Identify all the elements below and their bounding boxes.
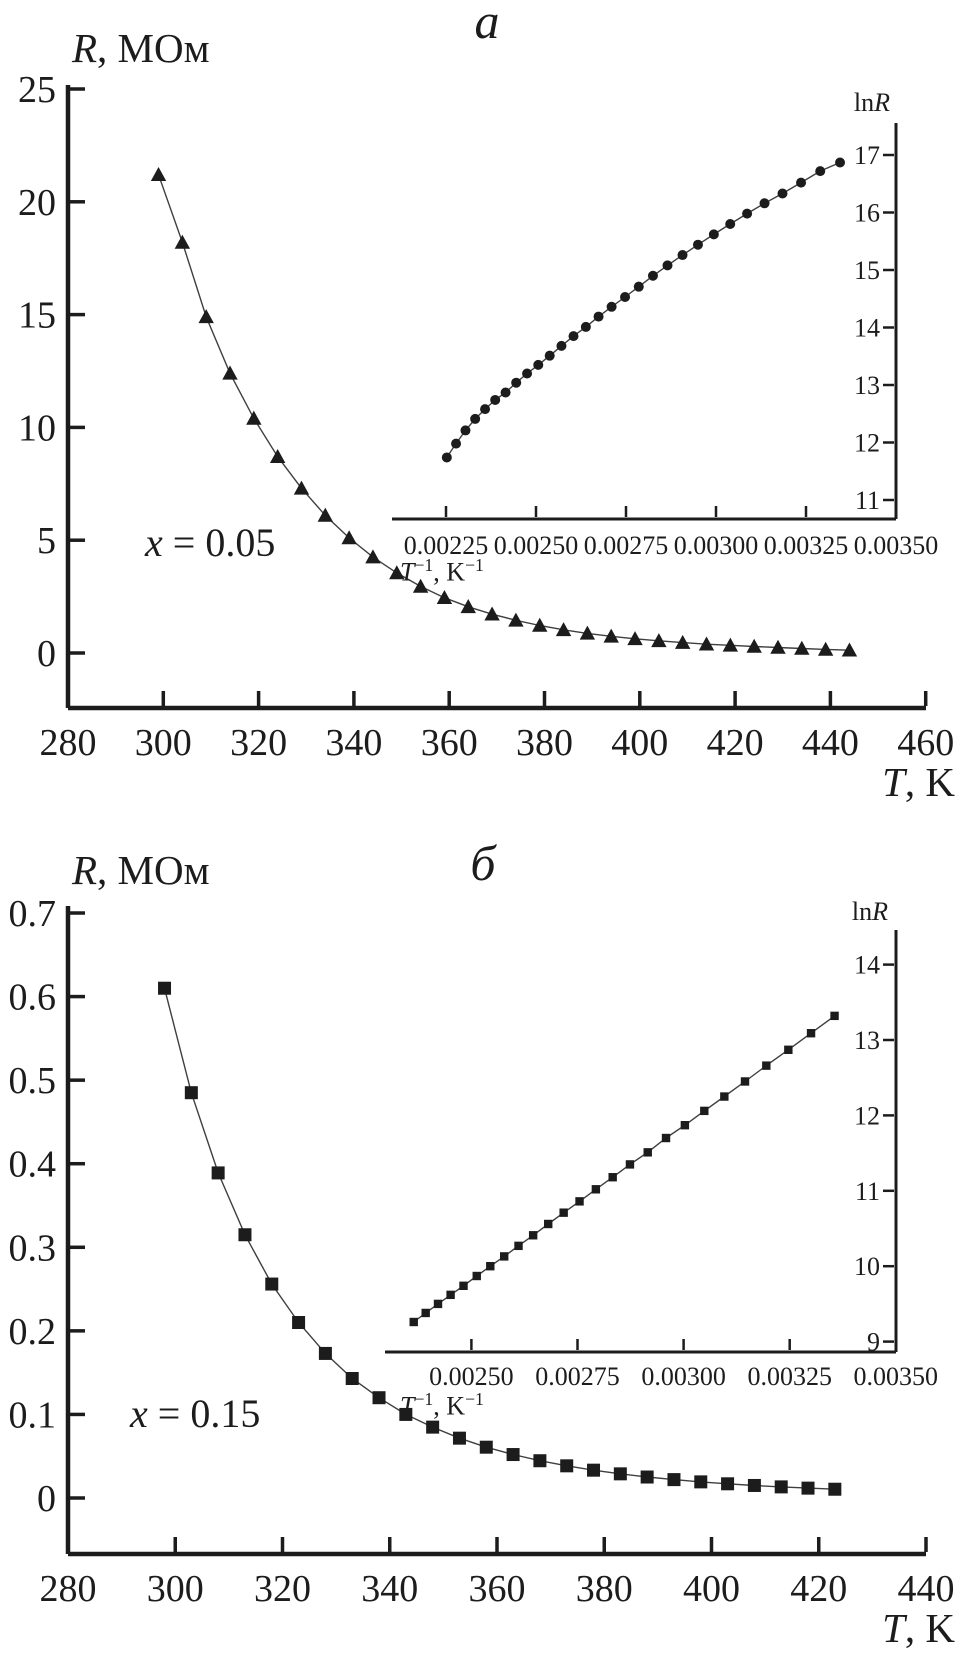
x-axis-variable: T [882,1605,905,1651]
x-tick-label: 440 [897,1568,955,1610]
y-tick-label: 10 [854,1252,880,1282]
annotation-value: = 0.15 [147,1391,261,1436]
data-point-square [507,1448,520,1461]
data-point-triangle [461,599,476,613]
x-tick-label: 400 [611,722,669,764]
y-tick-label: 10 [18,407,56,450]
data-point-square [775,1480,788,1493]
data-point-circle [581,322,591,332]
data-point-square [641,1471,654,1484]
y-tick-label: 16 [854,198,880,228]
data-point-square [319,1347,332,1360]
data-series-line [447,163,840,458]
annotation-variable: x [145,520,163,565]
x-tick-label: 320 [230,722,288,764]
data-point-square [662,1134,670,1142]
data-series-markers [158,982,841,1496]
data-point-square [608,1173,616,1181]
data-point-square [559,1208,567,1216]
y-tick-label: 13 [854,1026,880,1055]
axis-lines [392,123,896,519]
y-axis-variable: R [72,25,98,71]
data-point-triangle [294,481,309,495]
data-point-square [614,1467,627,1480]
data-series-line [159,175,850,651]
x-tick-label: 0.00275 [583,531,669,560]
data-point-square [473,1272,481,1280]
data-point-square [828,1483,841,1496]
data-point-square [721,1477,734,1490]
data-point-square [459,1282,467,1290]
y-tick-label: 17 [854,141,880,170]
data-point-square [681,1121,689,1129]
x-tick-label: 0.00325 [747,1362,832,1391]
inset-y-variable: R [872,897,888,926]
x-tick-label: 0.00300 [673,531,759,560]
data-point-square [514,1242,522,1250]
data-point-square [762,1061,770,1069]
x-tick-label: 0.00350 [853,1362,939,1391]
panel-a-x-axis-title [860,760,955,805]
data-point-square [784,1046,792,1054]
data-point-square [544,1220,552,1228]
data-point-square [533,1454,546,1467]
data-point-triangle [437,590,452,604]
panel-b-x-axis-title [860,1606,955,1651]
x-tick-label: 420 [790,1568,848,1610]
panel-a-inset-plot [392,123,938,560]
annotation-variable: x [130,1391,148,1436]
y-tick-label: 15 [18,294,56,337]
data-point-circle [501,387,511,397]
y-tick-label: 15 [854,256,880,285]
x-tick-label: 0.00325 [763,531,849,560]
x-tick-label: 280 [39,1568,97,1610]
x-tick-label: 0.00225 [403,531,489,560]
y-tick-label: 0 [37,1478,56,1520]
data-point-square [158,982,171,995]
data-point-square [667,1473,680,1486]
data-point-square [410,1318,418,1326]
data-point-square [807,1029,815,1037]
data-point-circle [556,341,566,351]
data-point-square [592,1185,600,1193]
data-point-circle [777,189,787,199]
panel-a-letter: a [474,0,500,49]
x-tick-label: 0.00275 [535,1362,620,1391]
data-point-square [453,1432,466,1445]
data-point-circle [678,250,688,260]
data-point-square [644,1148,652,1156]
panel-a-inset-y-title [820,89,890,118]
panel-a [18,69,954,764]
x-tick-label: 320 [254,1568,311,1610]
inset-x-variable: T [400,557,415,587]
panel-b [9,893,955,1610]
inset-x-exponent: −1 [414,555,434,575]
y-tick-label: 12 [854,1101,880,1131]
inset-x-exponent: −1 [414,1389,434,1409]
data-point-square [212,1166,225,1179]
data-point-circle [709,229,719,239]
data-point-circle [594,312,604,322]
data-point-square [292,1316,305,1329]
data-point-circle [620,292,630,302]
data-point-circle [470,414,480,424]
panel-b-inset-x-title [400,1390,484,1421]
x-tick-label: 0.00350 [853,531,939,560]
x-tick-label: 0.00250 [429,1362,514,1391]
x-tick-label: 440 [801,722,859,764]
y-tick-label: 14 [854,313,880,343]
data-point-triangle [222,366,237,380]
y-tick-label: 25 [18,69,56,111]
data-point-circle [796,178,806,188]
data-point-square [238,1228,251,1241]
data-series-markers [442,157,845,462]
data-point-circle [490,395,500,405]
y-tick-label: 11 [854,486,880,515]
x-axis-variable: T [882,759,905,805]
data-point-circle [693,240,703,250]
data-point-circle [533,360,543,370]
y-tick-label: 14 [854,950,880,980]
data-point-square [265,1278,278,1291]
inset-x-variable: T [400,1391,415,1421]
y-tick-label: 0.2 [8,1310,56,1353]
x-tick-label: 380 [516,722,573,764]
inset-x-units-exponent: −1 [465,555,484,575]
y-tick-label: 20 [18,181,56,224]
y-tick-label: 0.6 [8,976,56,1019]
y-tick-label: 0.7 [8,893,56,936]
data-point-square [802,1482,815,1495]
panel-b-letter: б [470,835,496,891]
data-point-circle [460,425,470,435]
data-point-square [421,1309,429,1317]
data-point-square [373,1391,386,1404]
y-tick-label: 9 [867,1327,880,1357]
y-tick-label: 0.3 [8,1227,56,1270]
x-axis-units: , K [904,759,955,805]
y-tick-label: 0.5 [8,1060,56,1103]
data-point-circle [742,209,752,219]
data-point-square [480,1441,493,1454]
y-tick-label: 0 [37,633,56,675]
data-point-circle [569,331,579,341]
ln-prefix: ln [851,897,873,926]
y-tick-label: 11 [854,1176,880,1206]
data-point-circle [607,302,617,312]
data-point-triangle [151,167,166,181]
y-axis-variable: R [72,847,98,893]
x-tick-label: 300 [134,722,192,764]
inset-x-units: , K [433,1391,466,1421]
data-point-circle [442,452,452,462]
data-point-circle [480,404,490,414]
data-point-circle [760,198,770,208]
data-point-circle [451,439,461,449]
data-point-square [185,1086,198,1099]
data-point-square [741,1077,749,1085]
panel-a-inset-x-title [400,556,484,587]
data-point-circle [522,369,532,379]
data-series-line [165,988,835,1489]
data-point-square [446,1291,454,1299]
panel-a-main-plot [18,69,954,764]
data-point-circle [815,166,825,176]
data-point-circle [663,260,673,270]
data-point-square [587,1464,600,1477]
panel-a-y-axis-title [72,26,210,71]
y-tick-label: 13 [854,371,880,400]
data-point-square [426,1421,439,1434]
annotation-value: = 0.05 [162,520,276,565]
data-point-circle [648,271,658,281]
data-point-square [748,1479,761,1492]
y-tick-label: 0.4 [8,1143,56,1186]
x-axis-units: , K [904,1605,955,1651]
data-point-square [500,1252,508,1260]
panel-b-composition-annotation [130,1392,260,1436]
x-tick-label: 380 [575,1568,633,1610]
x-tick-label: 360 [420,722,478,764]
x-tick-label: 340 [361,1568,419,1610]
data-point-triangle [484,606,499,620]
panel-b-y-axis-title [72,848,210,893]
inset-x-units-exponent: −1 [465,1389,484,1409]
data-point-circle [511,378,521,388]
x-tick-label: 340 [325,722,383,764]
panel-b-inset-plot [385,930,938,1391]
x-tick-label: 420 [706,722,764,764]
y-axis-units: , МОм [97,25,210,71]
data-point-square [560,1459,573,1472]
data-point-circle [835,157,845,167]
data-point-triangle [270,449,285,463]
data-point-circle [634,282,644,292]
ln-prefix: ln [853,88,875,117]
y-tick-label: 12 [854,428,880,458]
x-tick-label: 0.00250 [493,531,579,560]
data-point-square [486,1262,494,1270]
panel-b-inset-y-title [818,898,888,927]
x-tick-label: 400 [683,1568,740,1610]
data-point-square [830,1012,838,1020]
x-tick-label: 0.00300 [641,1362,726,1391]
data-point-square [575,1197,583,1205]
data-point-triangle [198,309,213,323]
inset-x-units: , K [433,557,466,587]
data-point-circle [545,351,555,361]
data-point-square [626,1160,634,1168]
data-point-triangle [365,549,380,563]
data-series-markers [151,167,857,656]
data-point-square [694,1475,707,1488]
y-tick-label: 5 [37,520,56,563]
axis-lines [68,906,926,1554]
panel-b-main-plot [9,893,955,1610]
inset-y-variable: R [874,88,890,117]
x-tick-label: 300 [146,1568,204,1610]
data-point-square [434,1300,442,1308]
x-tick-label: 280 [39,722,97,764]
data-point-square [700,1107,708,1115]
panel-a-composition-annotation [145,521,275,565]
data-point-triangle [246,411,261,425]
data-point-square [720,1092,728,1100]
data-point-square [529,1231,537,1239]
data-point-triangle [175,235,190,249]
y-axis-units: , МОм [97,847,210,893]
y-tick-label: 0.1 [8,1394,56,1437]
x-tick-label: 460 [897,722,955,764]
x-tick-label: 360 [468,1568,526,1610]
data-point-square [346,1372,359,1385]
data-point-circle [725,219,735,229]
